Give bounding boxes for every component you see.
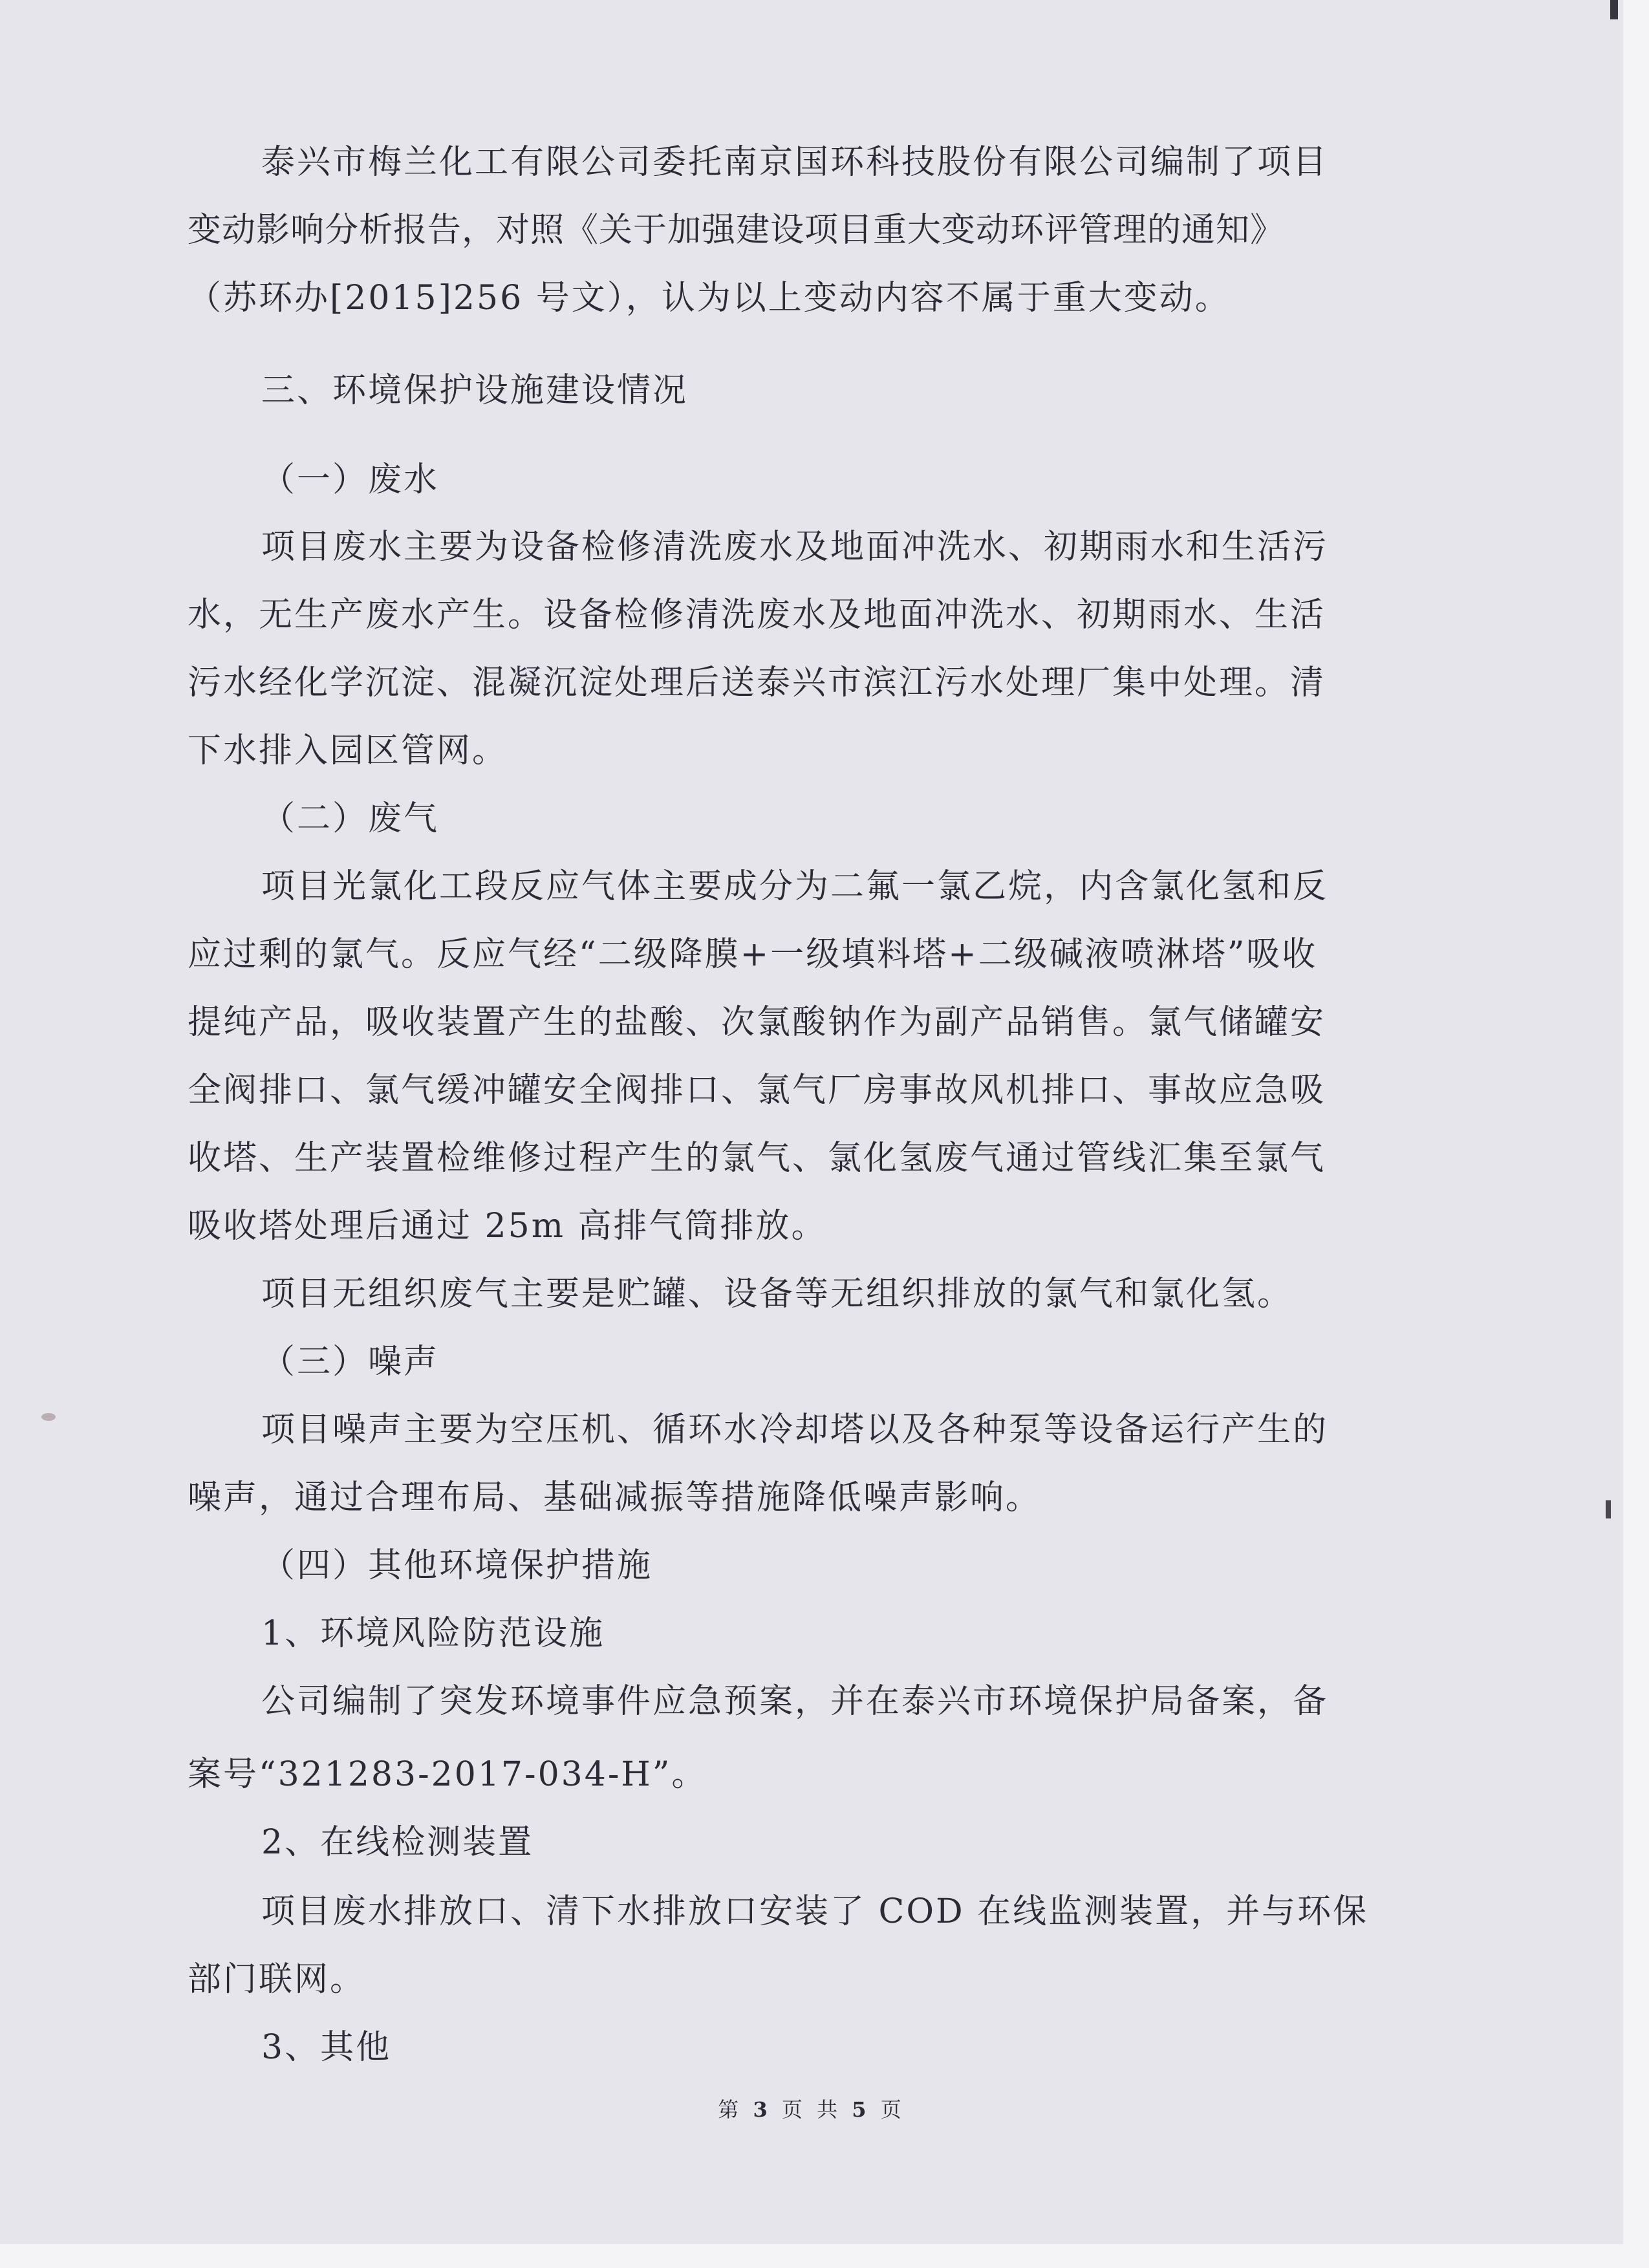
paragraph-line: （苏环办[2015]256 号文），认为以上变动内容不属于重大变动。 bbox=[188, 279, 1231, 318]
item-heading: 2、在线检测装置 bbox=[261, 1823, 534, 1862]
paragraph-line: 应过剩的氯气。反应气经“二级降膜+一级填料塔+二级碱液喷淋塔”吸收 bbox=[188, 935, 1318, 974]
paragraph-line: 水，无生产废水产生。设备检修清洗废水及地面冲洗水、初期雨水、生活 bbox=[188, 596, 1326, 634]
paragraph-line: 项目光氯化工段反应气体主要成分为二氟一氯乙烷，内含氯化氢和反 bbox=[261, 867, 1329, 906]
scan-mark bbox=[1606, 1500, 1611, 1518]
item-heading: 1、环境风险防范设施 bbox=[261, 1614, 605, 1653]
footer-suffix: 页 bbox=[880, 2097, 905, 2122]
paragraph-line: 项目噪声主要为空压机、循环水冷却塔以及各种泵等设备运行产生的 bbox=[261, 1410, 1329, 1449]
paragraph-line: 污水经化学沉淀、混凝沉淀处理后送泰兴市滨江污水处理厂集中处理。清 bbox=[188, 664, 1326, 702]
paragraph-line: 全阀排口、氯气缓冲罐安全阀排口、氯气厂房事故风机排口、事故应急吸 bbox=[188, 1071, 1326, 1110]
scan-corner-mark bbox=[1610, 0, 1618, 19]
footer-prefix: 第 bbox=[718, 2097, 743, 2122]
paragraph-line: 泰兴市梅兰化工有限公司委托南京国环科技股份有限公司编制了项目 bbox=[261, 143, 1329, 182]
subsection-heading: （一）废水 bbox=[261, 460, 440, 499]
footer-middle: 页 共 bbox=[781, 2097, 842, 2122]
footer-total-pages: 5 bbox=[852, 2097, 870, 2122]
paragraph-line: 项目废水主要为设备检修清洗废水及地面冲洗水、初期雨水和生活污 bbox=[261, 528, 1329, 567]
section-heading: 三、环境保护设施建设情况 bbox=[261, 371, 689, 410]
paragraph-line: 案号“321283-2017-034-H”。 bbox=[188, 1755, 707, 1794]
paragraph-line: 部门联网。 bbox=[188, 1960, 366, 1999]
paragraph-line: 项目废水排放口、清下水排放口安装了 COD 在线监测装置，并与环保 bbox=[261, 1892, 1369, 1931]
page-footer bbox=[0, 2093, 1623, 2123]
subsection-heading: （三）噪声 bbox=[261, 1343, 440, 1381]
scan-speck bbox=[41, 1413, 56, 1421]
subsection-heading: （二）废气 bbox=[261, 799, 440, 838]
paragraph-line: 变动影响分析报告，对照《关于加强建设项目重大变动环评管理的通知》 bbox=[188, 211, 1285, 250]
item-heading: 3、其他 bbox=[261, 2028, 392, 2067]
scan-edge-bottom bbox=[0, 2244, 1649, 2268]
paragraph-line: 项目无组织废气主要是贮罐、设备等无组织排放的氯气和氯化氢。 bbox=[261, 1275, 1293, 1313]
paragraph-line: 下水排入园区管网。 bbox=[188, 731, 508, 770]
subsection-heading: （四）其他环境保护措施 bbox=[261, 1546, 653, 1585]
paragraph-line: 公司编制了突发环境事件应急预案，并在泰兴市环境保护局备案，备 bbox=[261, 1682, 1329, 1721]
paragraph-line: 提纯产品，吸收装置产生的盐酸、次氯酸钠作为副产品销售。氯气储罐安 bbox=[188, 1003, 1326, 1042]
footer-current-page: 3 bbox=[753, 2097, 771, 2122]
paragraph-line: 噪声，通过合理布局、基础减振等措施降低噪声影响。 bbox=[188, 1478, 1042, 1517]
paragraph-line: 收塔、生产装置检维修过程产生的氯气、氯化氢废气通过管线汇集至氯气 bbox=[188, 1139, 1326, 1178]
scan-edge-right bbox=[1623, 0, 1649, 2268]
paragraph-line: 吸收塔处理后通过 25m 高排气筒排放。 bbox=[188, 1207, 827, 1246]
